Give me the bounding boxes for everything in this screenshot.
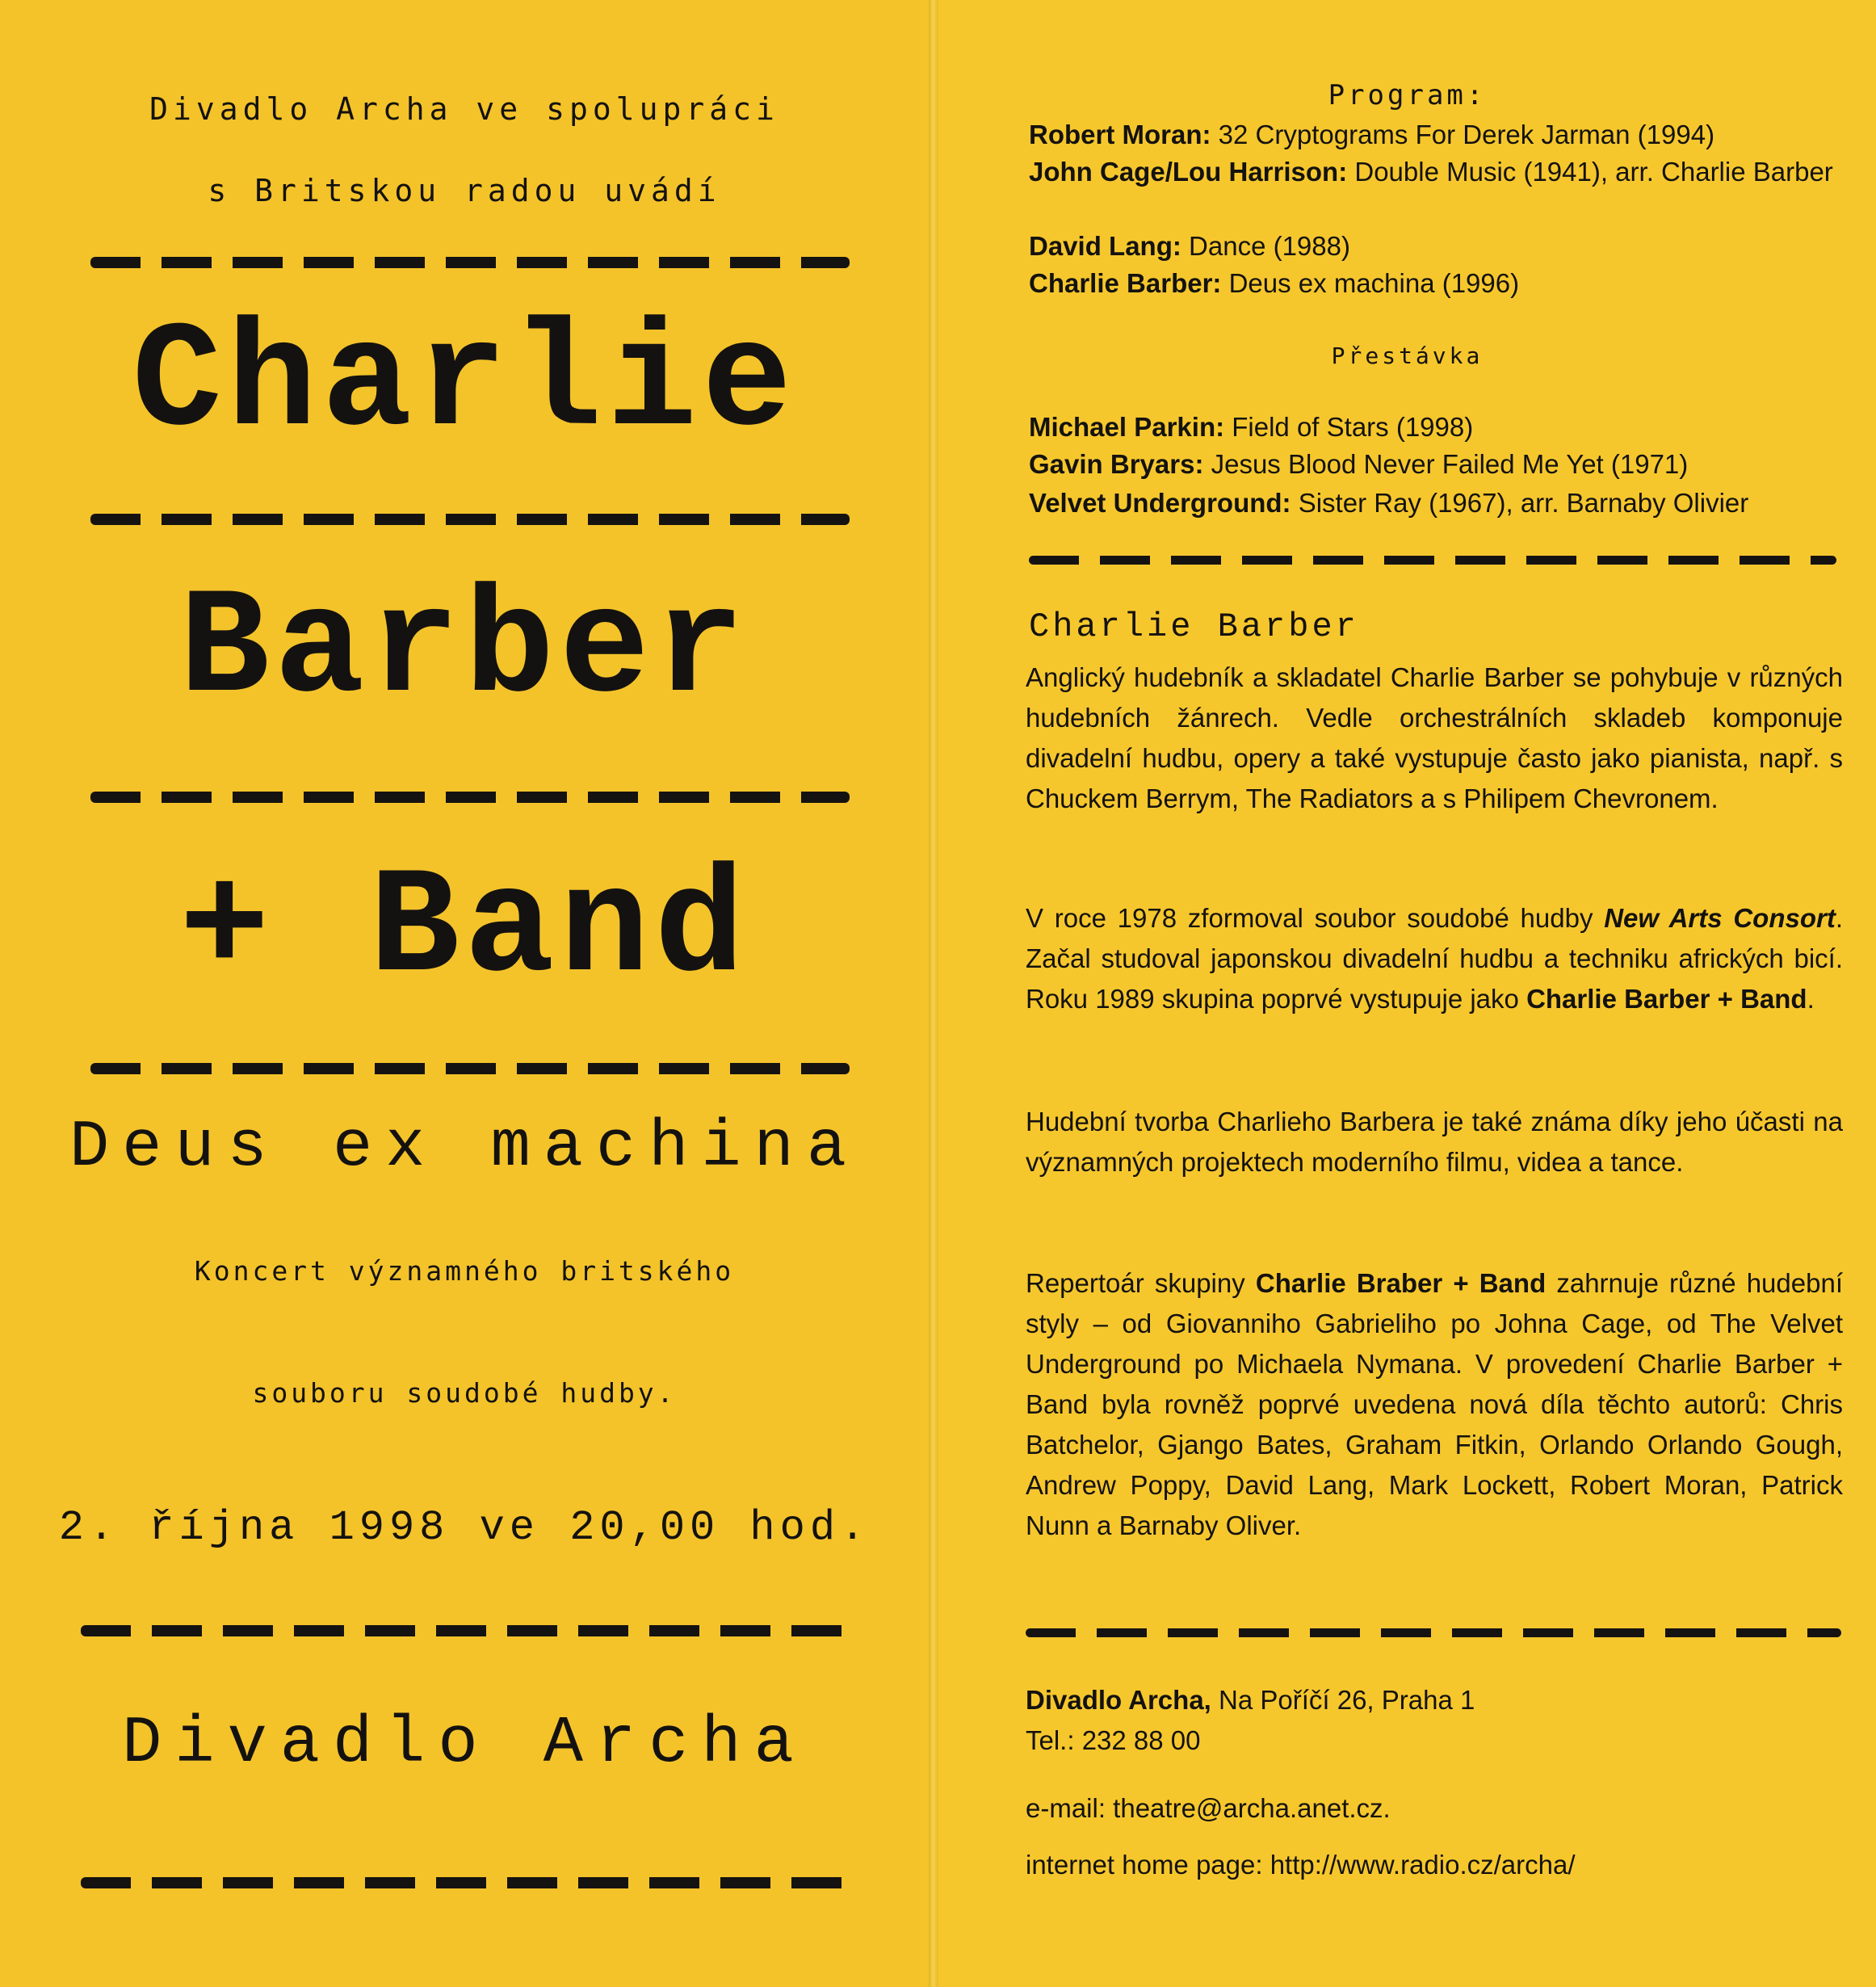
band-name: Charlie Braber + Band — [1255, 1268, 1547, 1298]
intro-line-2: s Britskou radou uvádí — [208, 173, 721, 208]
band-name: Charlie Barber + Band — [1526, 984, 1807, 1014]
work: Jesus Blood Never Failed Me Yet (1971) — [1203, 449, 1689, 479]
program-item — [1029, 409, 1836, 446]
work: Deus ex machina (1996) — [1221, 268, 1520, 298]
contact-address: Divadlo Archa, Na Poříčí 26, Praha 1 — [1026, 1685, 1475, 1715]
program-item — [1029, 116, 1836, 153]
program-item — [1029, 153, 1836, 191]
fold-crease — [929, 0, 938, 1987]
dash-divider — [1029, 556, 1836, 565]
bio-paragraph-2: V roce 1978 zformoval soubor soudobé hudby New Arts Consort. Začal studoval japonskou divadelní hudbu a techniku afrických bicí. Roku 1989 skupina poprvé vystupuje jako Charlie Barber + Band. — [1026, 903, 1843, 1014]
contact-email[interactable]: e-mail: theatre@archa.anet.cz. — [1026, 1793, 1391, 1823]
desc-line-1: Koncert významného britského — [194, 1255, 735, 1287]
bio-paragraph-1: Anglický hudebník a skladatel Charlie Barber se pohybuje v různých hudebních žánrech. Vedle orchestrálních skladeb komponuje divadelní hudbu, opery a také vystupuje často jako pianista, např. s Chuckem Berrym, The Radiators a s Philipem Chevronem. — [1026, 662, 1843, 813]
program-item — [1029, 485, 1836, 522]
work: Double Music (1941), arr. Charlie Barber — [1347, 157, 1833, 187]
title-barber: Barber — [179, 565, 749, 735]
dash-divider — [90, 1063, 850, 1074]
composer: Michael Parkin: — [1029, 412, 1225, 442]
program-item — [1029, 446, 1836, 483]
dash-divider — [1026, 1628, 1841, 1637]
program-title: Program: — [1328, 79, 1487, 111]
composer: Gavin Bryars: — [1029, 449, 1204, 479]
work: Sister Ray (1967), arr. Barnaby Olivier — [1291, 488, 1749, 518]
dash-divider — [81, 1625, 848, 1636]
title-band: + Band — [179, 844, 749, 1015]
composer: Charlie Barber: — [1029, 268, 1222, 298]
dash-divider — [90, 792, 850, 803]
right-panel — [938, 0, 1876, 1987]
program-item — [1029, 265, 1836, 302]
dash-divider — [90, 514, 850, 525]
bio-paragraph-3: Hudební tvorba Charlieho Barbera je také známa díky jeho účasti na významných projektech moderního filmu, videa a tance. — [1026, 1107, 1843, 1177]
work: 32 Cryptograms For Derek Jarman (1994) — [1211, 120, 1715, 149]
composer: David Lang: — [1029, 231, 1181, 261]
bio-title: Charlie Barber — [1029, 607, 1359, 646]
left-panel — [0, 0, 929, 1987]
contact-web[interactable]: internet home page: http://www.radio.cz/archa/ — [1026, 1850, 1576, 1880]
composer: Velvet Underground: — [1029, 488, 1291, 518]
subtitle: Deus ex machina — [69, 1110, 860, 1185]
dash-divider — [90, 257, 850, 268]
event-date: 2. října 1998 ve 20,00 hod. — [58, 1504, 871, 1552]
composer: Robert Moran: — [1029, 120, 1211, 149]
work: Dance (1988) — [1181, 231, 1350, 261]
composer: John Cage/Lou Harrison: — [1029, 157, 1348, 187]
venue: Divadlo Archa — [122, 1706, 807, 1781]
title-charlie: Charlie — [132, 298, 797, 468]
dash-divider — [81, 1877, 848, 1888]
program-item — [1029, 228, 1836, 265]
intermission: Přestávka — [1331, 342, 1484, 369]
bio-paragraph-4: Repertoár skupiny Charlie Braber + Band zahrnuje různé hudební styly – od Giovanniho Gabrieliho po Johna Cage, od The Velvet Underground po Michaela Nymana. V provedení Charlie Barber + Band byla rovněž poprvé uvedena nová díla těchto autorů: Chris Batchelor, Gjango Bates, Graham Fitkin, Orlando Orlando Gough, Andrew Poppy, David Lang, Mark Lockett, Robert Moran, Patrick Nunn a Barnaby Oliver. — [1026, 1268, 1843, 1540]
desc-line-2: souboru soudobé hudby. — [252, 1377, 677, 1409]
venue-name: Divadlo Archa, — [1026, 1685, 1211, 1715]
work: Field of Stars (1998) — [1224, 412, 1474, 442]
ensemble-name: New Arts Consort — [1604, 903, 1836, 933]
contact-tel: Tel.: 232 88 00 — [1026, 1725, 1201, 1755]
intro-line-1: Divadlo Archa ve spolupráci — [149, 91, 779, 127]
